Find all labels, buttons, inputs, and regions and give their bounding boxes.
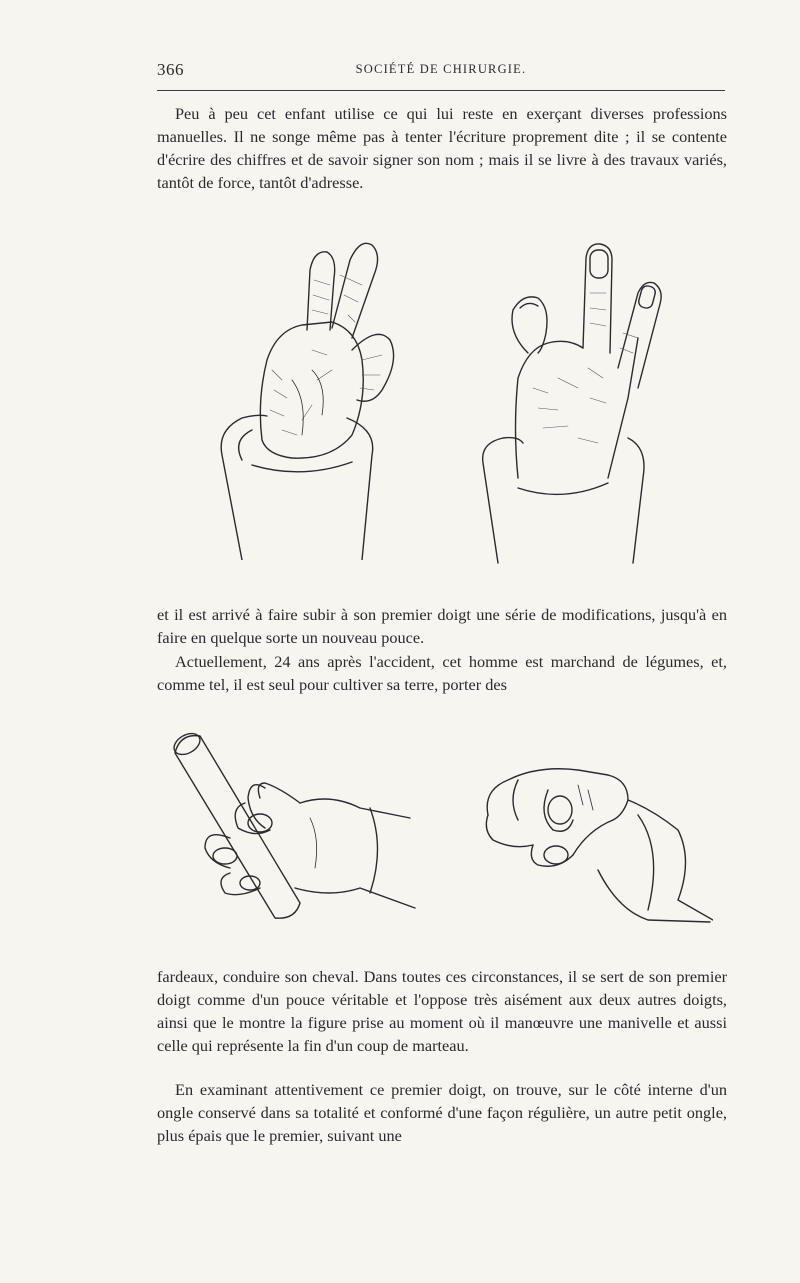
running-title: SOCIÉTÉ DE CHIRURGIE.: [355, 62, 527, 76]
figure-hand-fist: [478, 760, 713, 930]
paragraph-1: Peu à peu cet enfant utilise ce qui lui reste en exerçant diverses professions manuelles. Il ne songe même pas à tenter l'écriture proprement dite ; il se contente d'écrire des chiffres et de savoir signer son nom ; mais il se livre à des travaux variés, tantôt de force, tantôt d'adresse.: [157, 104, 727, 192]
figure-hand-back: [478, 238, 668, 568]
figure-hand-grip-handle: [170, 728, 435, 928]
paragraph-5: En examinant attentivement ce premier doigt, on trouve, sur le côté interne d'un ongle conservé dans sa totalité et conformé d'une façon régulière, un autre petit ongle, plus épais que le premier, suivant une: [157, 1080, 727, 1145]
paragraph-3: Actuellement, 24 ans après l'accident, cet homme est marchand de légumes, et, comme tel, il est seul pour cultiver sa terre, porter des: [157, 652, 727, 694]
paragraph-2: et il est arrivé à faire subir à son premier doigt une série de modifications, jusqu'à en faire en quelque sorte un nouveau pouce.: [157, 605, 727, 647]
paragraph-4: fardeaux, conduire son cheval. Dans toutes ces circonstances, il se sert de son premier doigt comme d'un pouce véritable et l'oppose très aisément aux deux autres doigts, ainsi que le montre la figure prise au moment où il manœuvre une manivelle et aussi celle qui représente la fin d'un coup de marteau.: [157, 967, 727, 1055]
page-header: [157, 60, 725, 84]
header-rule: [157, 90, 725, 91]
figure-hand-palm: [212, 230, 412, 560]
page-number: 366: [157, 60, 184, 79]
